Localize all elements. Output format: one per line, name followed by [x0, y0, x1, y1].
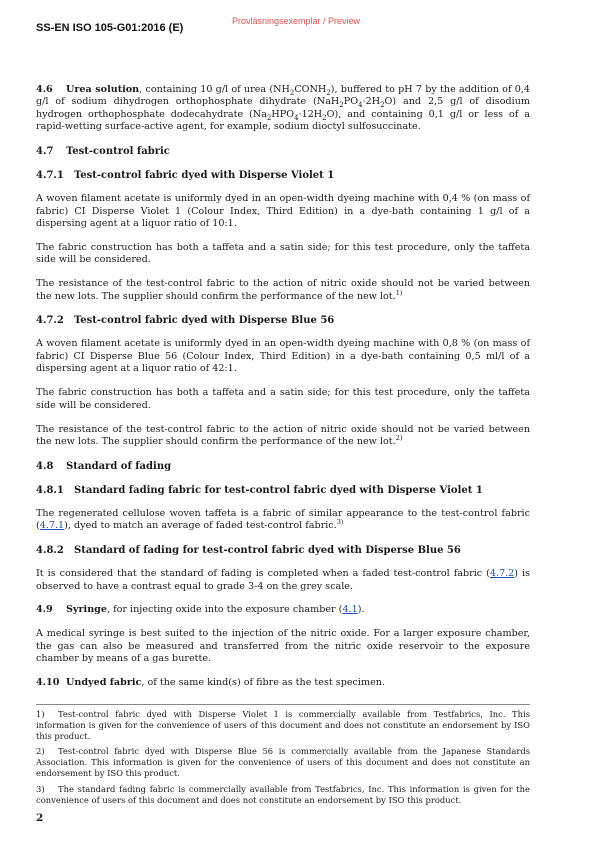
- clause-4-9: [36, 604, 530, 616]
- heading-4-7: [36, 145, 530, 158]
- footnote-mark: 2): [36, 746, 45, 757]
- clause-text: , containing 10 g/l of urea (NH: [139, 84, 290, 95]
- footnote: [36, 784, 530, 806]
- cross-reference-link[interactable]: 4.7.1: [39, 520, 65, 532]
- subscript: 2: [380, 101, 385, 110]
- paragraph: A woven filament acetate is uniformly dyed in an open-width dyeing machine with 0,4 % (on mass of fabric) CI Disperse Violet 1 (Colour Index, Third Edition) in a dye-bath containing 1 g/l of a dispersing agent at a liquor ratio of 10:1.: [36, 193, 530, 229]
- clause-title: Test-control fabric dyed with Disperse Blue 56: [74, 315, 335, 327]
- clause-text: CONH: [294, 84, 327, 95]
- clause-title: Urea solution: [66, 84, 140, 95]
- cross-reference-link[interactable]: 4.7.2: [489, 568, 515, 580]
- heading-4-8-2: [36, 544, 530, 557]
- paragraph: [36, 278, 530, 303]
- clause-number: 4.6: [36, 84, 53, 95]
- page-number: 2: [36, 812, 44, 824]
- clause-text: ·12H: [298, 108, 323, 120]
- heading-4-7-2: [36, 314, 530, 327]
- document-body: [36, 84, 530, 701]
- subscript: 2: [266, 113, 272, 122]
- subscript: 2: [326, 88, 331, 97]
- paragraph-text: It is considered that the standard of fading is completed when a faded test-control fabric (: [36, 568, 490, 580]
- clause-text: ·2H: [362, 96, 381, 108]
- footnote: [36, 746, 530, 778]
- paragraph-text: ) is observed to have a contrast equal to grade 3-4 on the grey scale.: [36, 568, 530, 592]
- clause-number: 4.8.2: [36, 545, 64, 557]
- footnote-ref[interactable]: 2): [395, 433, 403, 442]
- paragraph-text: The resistance of the test-control fabric to the action of nitric oxide should not be varied between the new lots. The supplier should confirm the performance of the new lot.: [36, 423, 530, 447]
- clause-number: 4.7: [36, 146, 54, 158]
- paragraph: [36, 508, 530, 533]
- paragraph-text: The resistance of the test-control fabric to the action of nitric oxide should not be varied between the new lots. The supplier should confirm the performance of the new lot.: [36, 278, 530, 302]
- footnotes: [36, 704, 530, 810]
- clause-number: 4.8.1: [36, 484, 64, 496]
- footnote-ref[interactable]: 3): [336, 518, 344, 527]
- clause-number: 4.10: [36, 677, 60, 689]
- clause-title: Standard fading fabric for test-control fabric dyed with Disperse Violet 1: [74, 484, 483, 496]
- paragraph: The fabric construction has both a taffeta and a satin side; for this test procedure, only the taffeta side will be considered.: [36, 241, 530, 266]
- footnote: [36, 709, 530, 741]
- clause-number: 4.7.2: [36, 315, 64, 327]
- paragraph: [36, 568, 530, 593]
- clause-text: , for injecting oxide into the exposure chamber (: [107, 604, 343, 616]
- clause-text: ), buffered to pH 7 by the addition of 0,4 g/l of sodium dihydrogen orthophosphate dihydrate (NaH: [36, 84, 531, 108]
- clause-title: Standard of fading: [66, 460, 172, 472]
- clause-title: Undyed fabric: [66, 677, 142, 689]
- clause-4-10: [36, 677, 530, 689]
- subscript: 2: [322, 113, 327, 122]
- clause-number: 4.9: [36, 604, 53, 616]
- clause-number: 4.7.1: [36, 170, 64, 182]
- paragraph: A woven filament acetate is uniformly dyed in an open-width dyeing machine with 0,8 % (on mass of fabric) CI Disperse Blue 56 (Colour Index, Third Edition) in a dye-bath containing 0,5 ml/l of a dispersing agent at a liquor ratio of 42:1.: [36, 338, 530, 375]
- document-header: SS-EN ISO 105-G01:2016 (E): [36, 22, 184, 34]
- subscript: 2: [289, 88, 295, 97]
- clause-text: HPO: [271, 108, 295, 120]
- paragraph-text: The regenerated cellulose woven taffeta is a fabric of similar appearance to the test-control fabric (: [36, 507, 530, 532]
- clause-number: 4.8: [36, 460, 54, 472]
- paragraph: The fabric construction has both a taffeta and a satin side; for this test procedure, only the taffeta side will be considered.: [36, 387, 530, 411]
- heading-4-7-1: [36, 169, 530, 182]
- clause-text: O), and containing 0,1 g/l or less of a rapid-wetting surface-active agent, for example, sodium dioctyl sulfosuccinate.: [36, 108, 530, 133]
- preview-watermark: Provläsningsexemplar / Preview: [232, 16, 361, 26]
- footnote-ref[interactable]: 1): [395, 288, 403, 297]
- cross-reference-link[interactable]: 4.1: [342, 604, 358, 616]
- heading-4-8-1: [36, 484, 530, 497]
- clause-text: O) and 2,5 g/l of disodium hydrogen orthophosphate dodecahydrate (Na: [36, 96, 530, 120]
- subscript: 2: [339, 101, 344, 110]
- clause-title: Test-control fabric dyed with Disperse Violet 1: [74, 170, 335, 182]
- paragraph-text: ), dyed to match an average of faded test-control fabric.: [64, 520, 337, 532]
- footnote-text: The standard fading fabric is commercially available from Testfabrics, Inc. This information is given for the convenience of users of this document and does not constitute an endorsement by ISO this product.: [36, 783, 530, 805]
- subscript: 4: [294, 113, 299, 122]
- clause-text: ).: [357, 604, 365, 616]
- footnote-mark: 3): [36, 783, 45, 794]
- paragraph: [36, 424, 530, 449]
- clause-text: , of the same kind(s) of fibre as the test specimen.: [141, 677, 385, 689]
- paragraph: A medical syringe is best suited to the injection of the nitric oxide. For a larger exposure chamber, the gas can also be measured and transferred from the nitric oxide reservoir to the exposure chamber by means of a gas burette.: [36, 628, 530, 665]
- clause-text: PO: [343, 96, 359, 108]
- footnote-mark: 1): [36, 709, 45, 719]
- subscript: 4: [358, 101, 363, 110]
- clause-title: Syringe: [66, 604, 107, 616]
- heading-4-8: [36, 460, 530, 473]
- footnote-text: Test-control fabric dyed with Disperse Blue 56 is commercially available from the Japanese Standards Association. This information is given for the convenience of users of this document and does not constitute an endorsement by ISO this product.: [36, 746, 530, 778]
- clause-4-6: [36, 84, 530, 134]
- clause-title: Test-control fabric: [66, 146, 170, 158]
- footnote-text: Test-control fabric dyed with Disperse Violet 1 is commercially available from Testfabrics, Inc. This information is given for the convenience of users of this document and does not constitute an endorsement by ISO this product.: [36, 709, 530, 741]
- clause-title: Standard of fading for test-control fabric dyed with Disperse Blue 56: [74, 545, 461, 557]
